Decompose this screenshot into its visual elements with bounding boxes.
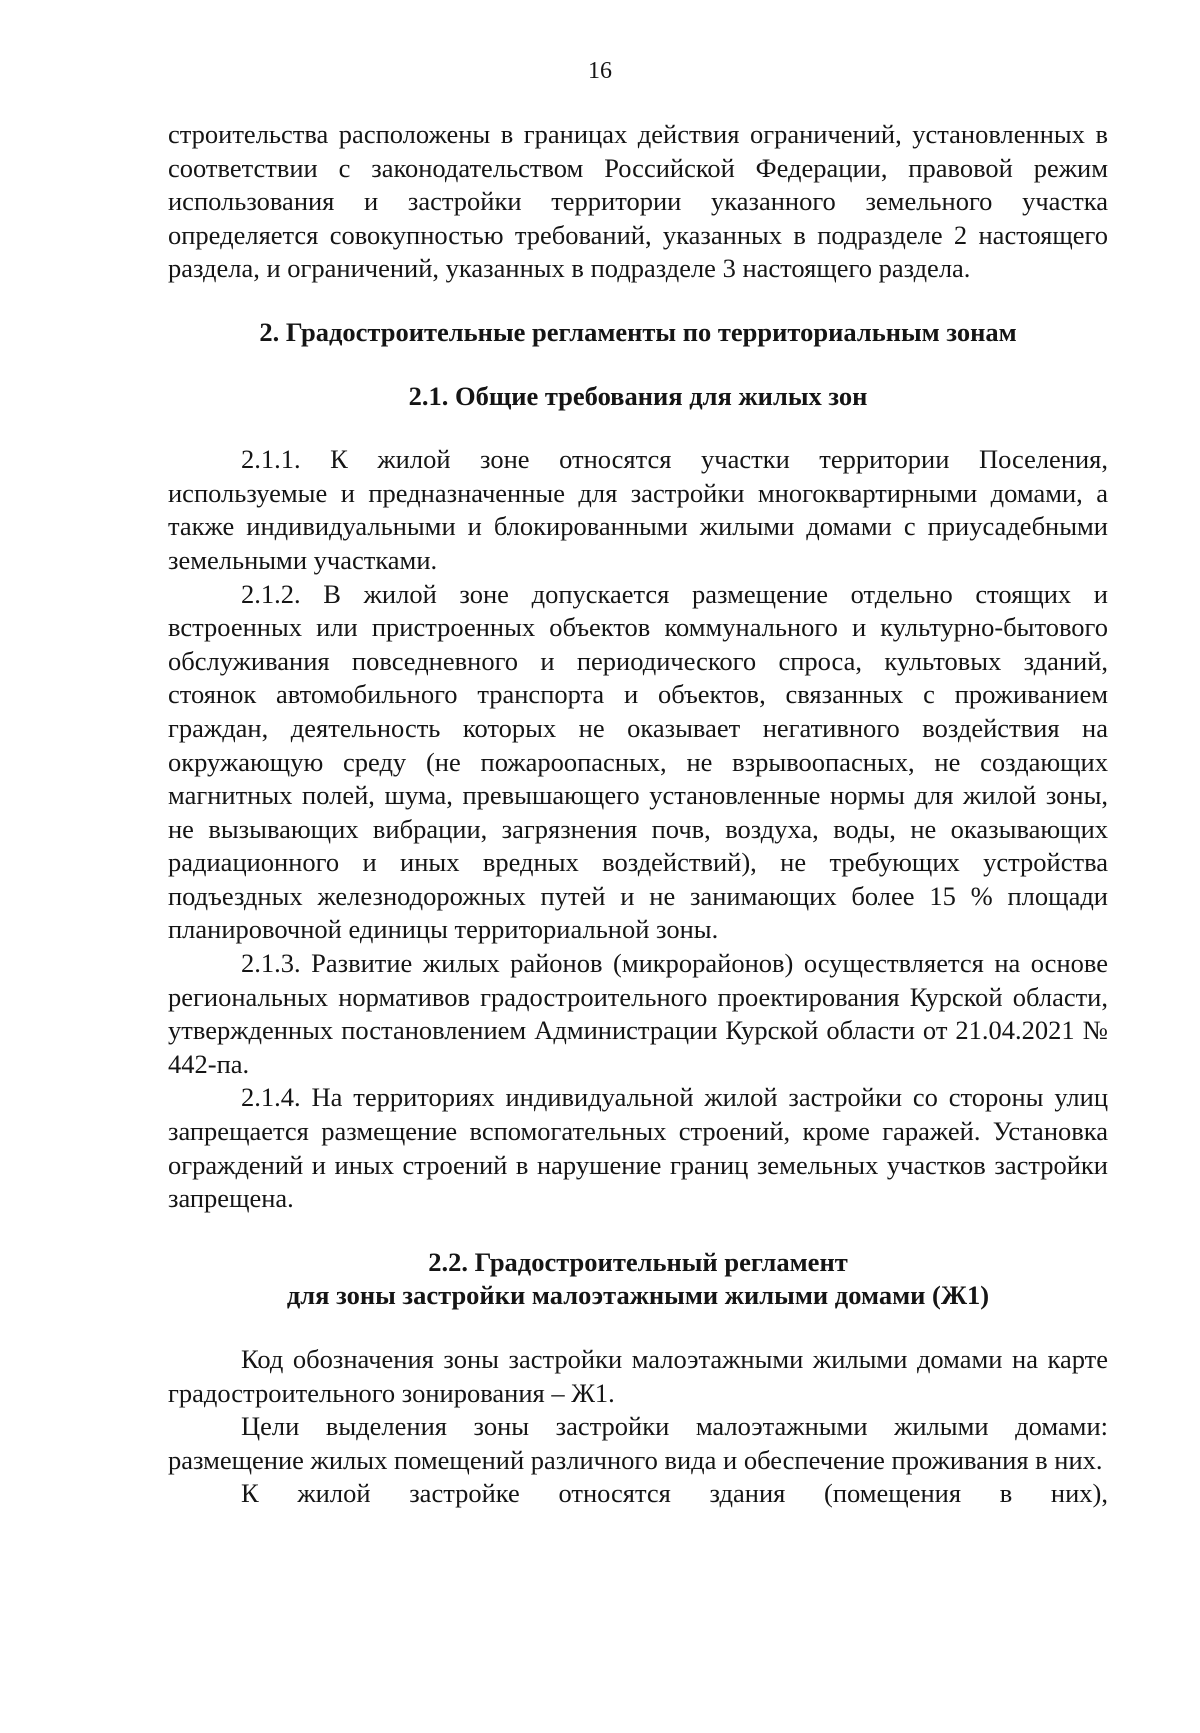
section-2-2-heading-line2: для зоны застройки малоэтажными жилыми домами (Ж1) bbox=[286, 1280, 990, 1311]
section-2-1-heading: 2.1. Общие требования для жилых зон bbox=[408, 380, 868, 411]
section-2-2-heading bbox=[168, 1246, 1108, 1313]
clause-2-1-1: 2.1.1. К жилой зоне относятся участки территории Поселения, используемые и предназначенные для застройки многоквартирными домами, а также индивидуальными и блокированными жилыми домами с приусадебными земельными участками. bbox=[168, 444, 1108, 575]
clause-2-1-4: 2.1.4. На территориях индивидуальной жилой застройки со стороны улиц запрещается размещение вспомогательных строений, кроме гаражей. Установка ограждений и иных строений в нарушение границ земельных участков застройки запрещена. bbox=[168, 1082, 1108, 1214]
document-body bbox=[168, 118, 1108, 1511]
clause-2-1-3: 2.1.3. Развитие жилых районов (микрорайонов) осуществляется на основе региональных нормативов градостроительного проектирования Курской области, утвержденных постановлением Администрации Курской области от 21.04.2021 № 442-па. bbox=[168, 948, 1108, 1079]
page-number: 16 bbox=[588, 58, 612, 84]
section-2-2-heading-line1: 2.2. Градостроительный регламент bbox=[428, 1246, 848, 1277]
zone-goals-paragraph: Цели выделения зоны застройки малоэтажными жилыми домами: размещение жилых помещений различного вида и обеспечение проживания в них. bbox=[168, 1411, 1108, 1475]
intro-paragraph: строительства расположены в границах действия ограничений, установленных в соответствии с законодательством Российской Федерации, правовой режим использования и застройки территории указанного земельного участка определяется совокупностью требований, указанных в подразделе 2 настоящего раздела, и ограничений, указанных в подразделе 3 настоящего раздела. bbox=[168, 119, 1108, 284]
section-2-heading: 2. Градостроительные регламенты по территориальным зонам bbox=[259, 316, 1017, 347]
residential-buildings-paragraph: К жилой застройке относятся здания (помещения в них), bbox=[241, 1478, 1108, 1509]
zone-code-paragraph: Код обозначения зоны застройки малоэтажными жилыми домами на карте градостроительного зонирования – Ж1. bbox=[168, 1344, 1108, 1408]
clause-2-1-2: 2.1.2. В жилой зоне допускается размещение отдельно стоящих и встроенных или пристроенных объектов коммунального и культурно-бытового обслуживания повседневного и периодического спроса, культовых зданий, стоянок автомобильного транспорта и объектов, связанных с проживанием граждан, деятельность которых не оказывает негативного воздействия на окружающую среду (не пожароопасных, не взрывоопасных, не создающих магнитных полей, шума, превышающего установленные нормы для жилой зоны, не вызывающих вибрации, загрязнения почв, воздуха, воды, не оказывающих радиационного и иных вредных воздействий), не требующих устройства подъездных железнодорожных путей и не занимающих более 15 % площади планировочной единицы территориальной зоны. bbox=[168, 578, 1108, 945]
